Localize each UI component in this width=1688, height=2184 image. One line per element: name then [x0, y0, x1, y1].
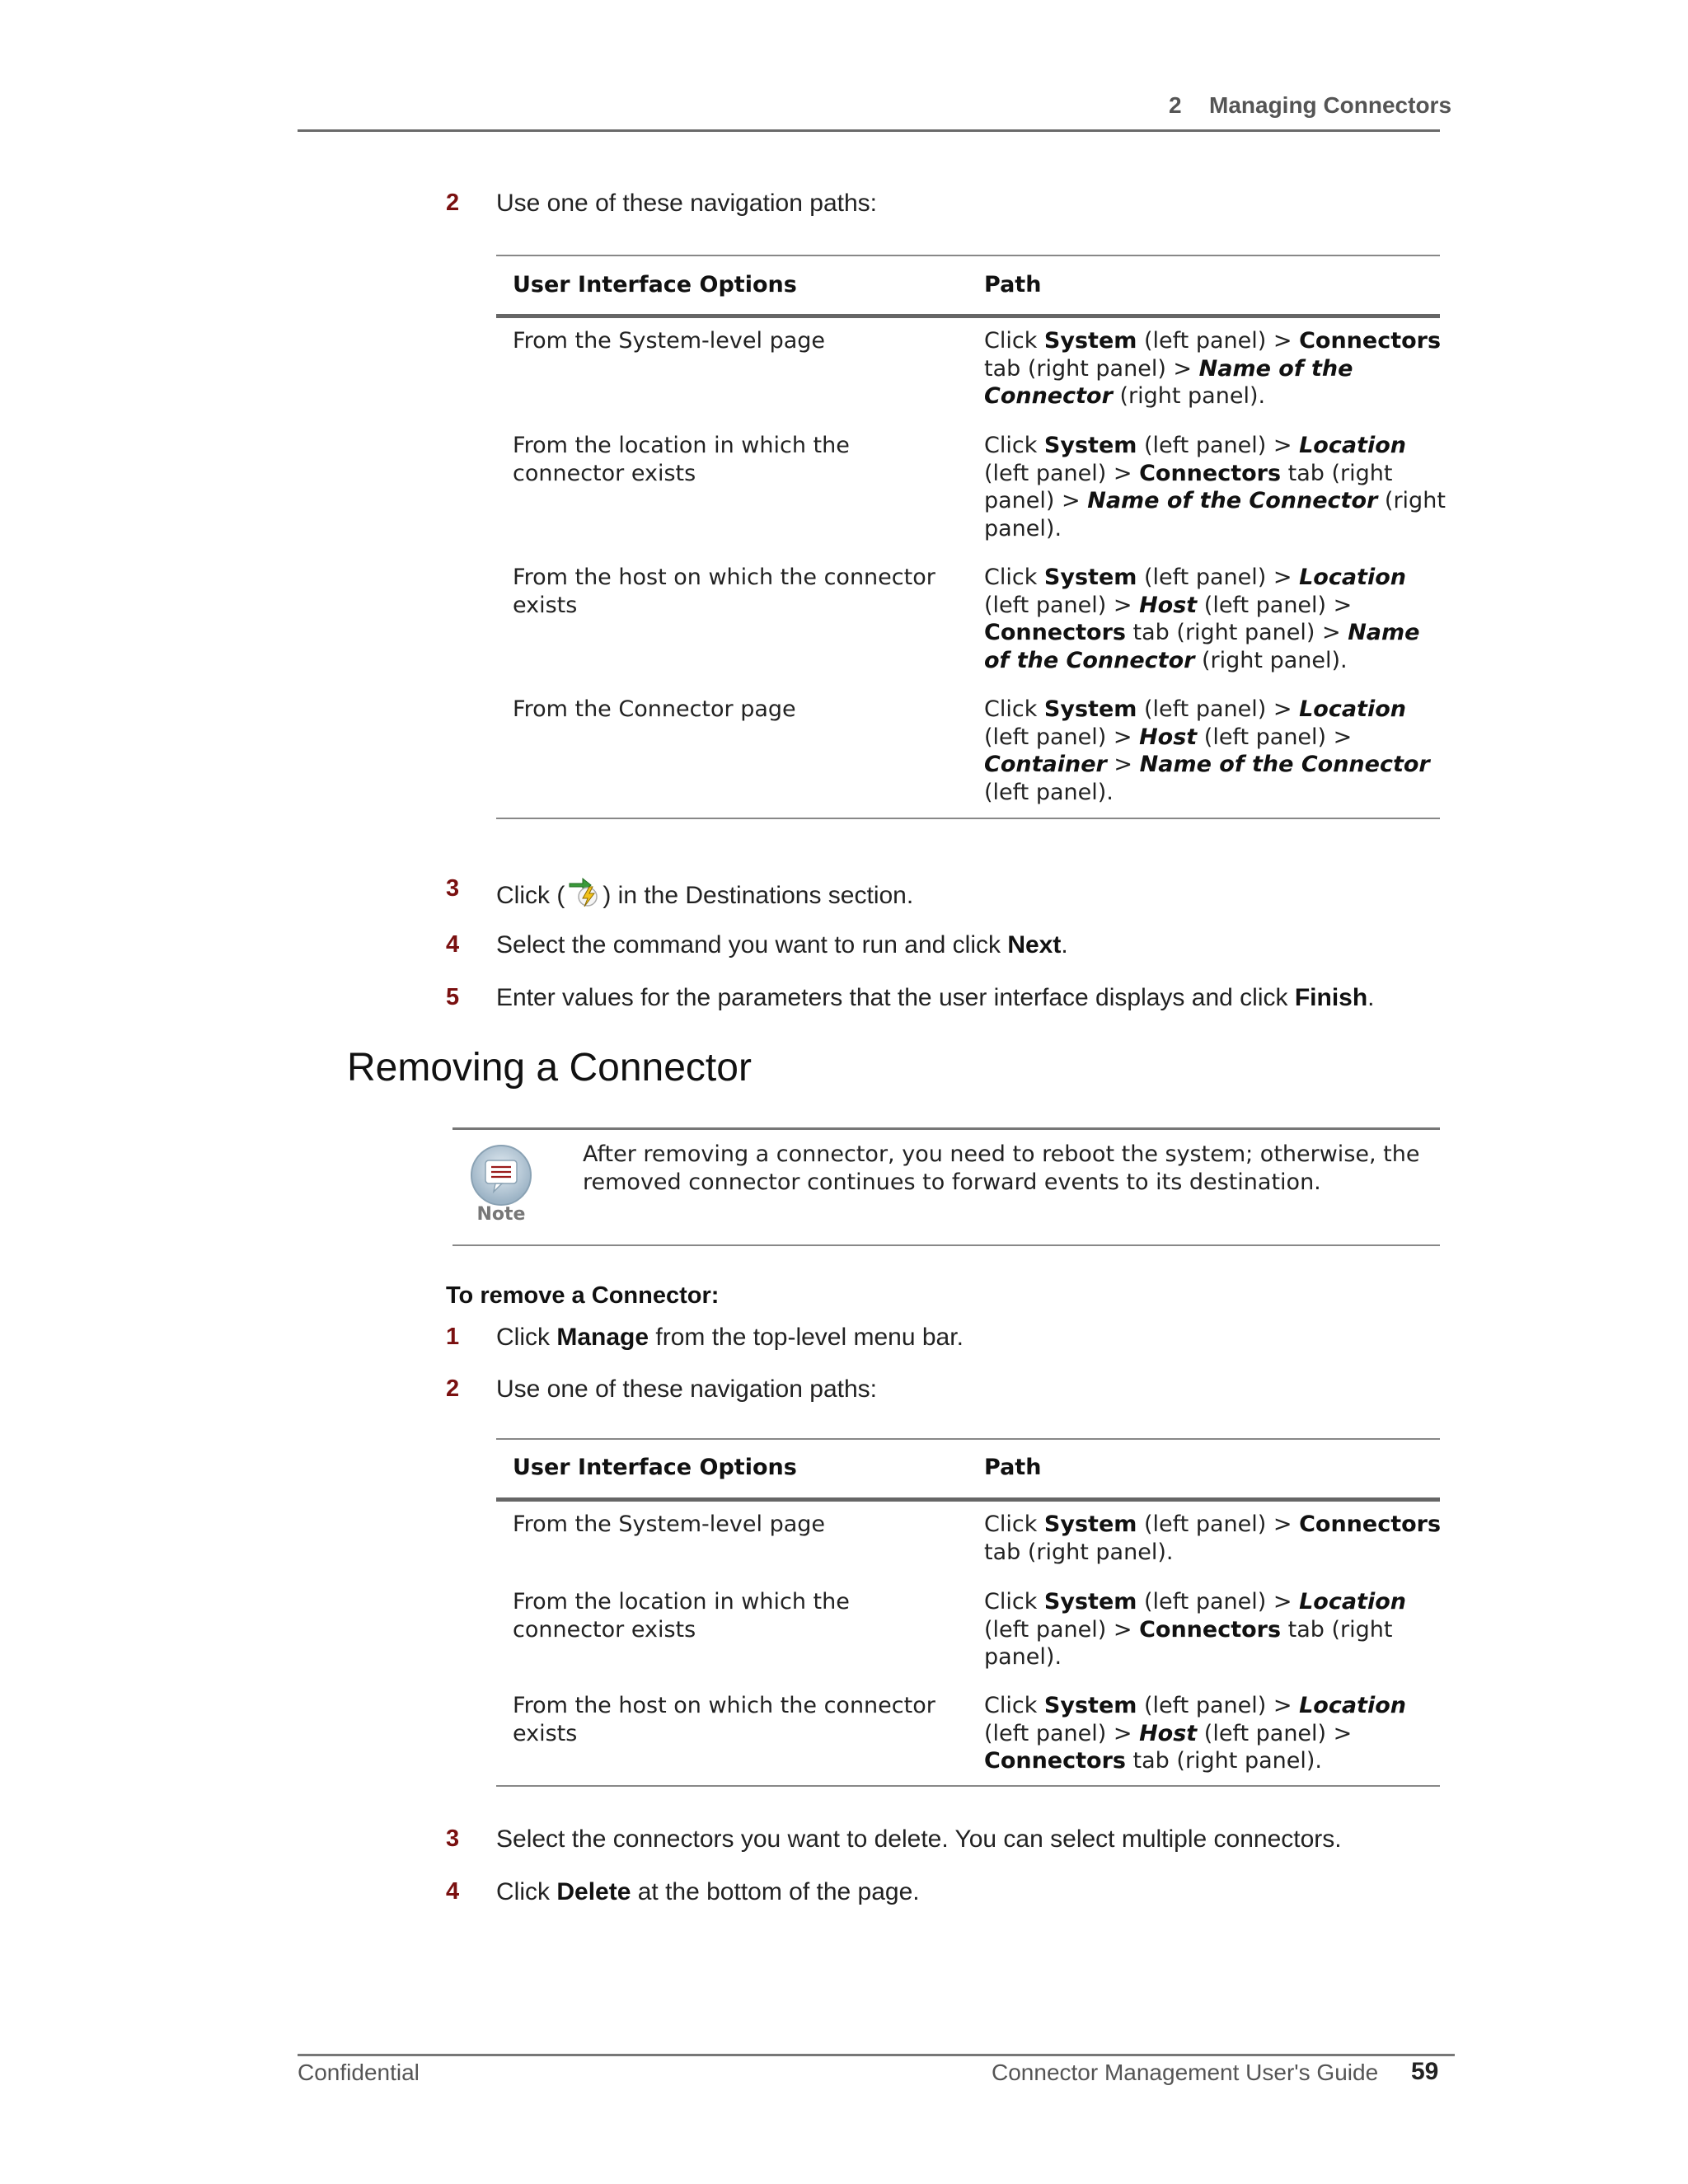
header-chapter-number: 2	[1169, 92, 1182, 118]
table-cell-option: From the System-level page	[513, 328, 826, 354]
step-number: 3	[446, 1825, 460, 1852]
table-cell-option: From the location in which the connector exists	[513, 433, 850, 486]
table-cell-option: From the Connector page	[513, 696, 796, 722]
table-cell-path: Click System (left panel) > Connectors tab (right panel).	[984, 1511, 1442, 1565]
step-text-before: Click (	[496, 882, 565, 909]
table-cell-path: Click System (left panel) > Location (left panel) > Host (left panel) > Connectors tab (right panel).	[984, 1693, 1406, 1774]
table-cell-path: Click System (left panel) > Location (left panel) > Host (left panel) > Connectors tab (right panel) > Name of the Connector (right panel).	[984, 565, 1420, 673]
table-bottom-rule	[496, 1785, 1440, 1787]
note-text: After removing a connector, you need to reboot the system; otherwise, the removed connector continues to forward events to its destination.	[583, 1141, 1420, 1195]
table-header-options: User Interface Options	[513, 272, 797, 298]
step-text: Click Delete at the bottom of the page.	[496, 1878, 920, 1905]
header-chapter-title: Managing Connectors	[1209, 92, 1452, 118]
step-number: 3	[446, 875, 460, 902]
header-rule	[298, 129, 1440, 132]
table-bottom-rule	[496, 818, 1440, 819]
footer-guide-title: Connector Management User's Guide	[992, 2060, 1379, 2085]
step-text: Select the command you want to run and click Next.	[496, 931, 1068, 958]
footer-confidential: Confidential	[298, 2060, 420, 2085]
table-top-rule	[496, 255, 1440, 256]
step-number: 2	[446, 190, 460, 216]
section-heading: Removing a Connector	[347, 1046, 752, 1090]
table-cell-path: Click System (left panel) > Location (left panel) > Connectors tab (right panel).	[984, 1589, 1406, 1670]
table-header-options: User Interface Options	[513, 1455, 797, 1480]
step-number: 2	[446, 1376, 460, 1402]
table-cell-option: From the location in which the connector exists	[513, 1589, 850, 1643]
table-top-rule	[496, 1438, 1440, 1440]
step-text: Select the connectors you want to delete. You can select multiple connectors.	[496, 1825, 1342, 1853]
note-icon-label: Note	[476, 1204, 526, 1223]
table-cell-path: Click System (left panel) > Location (left panel) > Connectors tab (right panel) > Name of the Connector (right panel).	[984, 433, 1446, 541]
footer-rule	[298, 2054, 1455, 2056]
step-text: Use one of these navigation paths:	[496, 190, 877, 217]
note-icon	[466, 1144, 537, 1223]
procedure-heading: To remove a Connector:	[446, 1282, 720, 1309]
step-text: Use one of these navigation paths:	[496, 1376, 877, 1403]
step-text-after: ) in the Destinations section.	[603, 882, 914, 909]
step-number: 4	[446, 1878, 460, 1905]
table-header-path: Path	[984, 1455, 1042, 1480]
table-cell-option: From the System-level page	[513, 1511, 826, 1537]
send-command-icon	[565, 872, 603, 908]
step-text	[496, 872, 913, 910]
step-number: 4	[446, 931, 460, 958]
note-bottom-rule	[452, 1244, 1440, 1246]
table-cell-path: Click System (left panel) > Connectors tab (right panel) > Name of the Connector (right panel).	[984, 328, 1442, 409]
step-number: 5	[446, 984, 460, 1010]
step-text: Click Manage from the top-level menu bar.	[496, 1324, 964, 1351]
step-number: 1	[446, 1324, 460, 1350]
note-top-rule	[452, 1127, 1440, 1130]
step-text: Enter values for the parameters that the user interface displays and click Finish.	[496, 984, 1375, 1011]
table-cell-option: From the host on which the connector exists	[513, 1693, 935, 1746]
footer-page-number: 59	[1411, 2058, 1439, 2085]
table-cell-option: From the host on which the connector exists	[513, 565, 935, 618]
table-header-path: Path	[984, 272, 1042, 298]
table-header-rule	[496, 1497, 1440, 1502]
table-header-rule	[496, 314, 1440, 318]
table-cell-path: Click System (left panel) > Location (left panel) > Host (left panel) > Container > Name of the Connector (left panel).	[984, 696, 1430, 805]
